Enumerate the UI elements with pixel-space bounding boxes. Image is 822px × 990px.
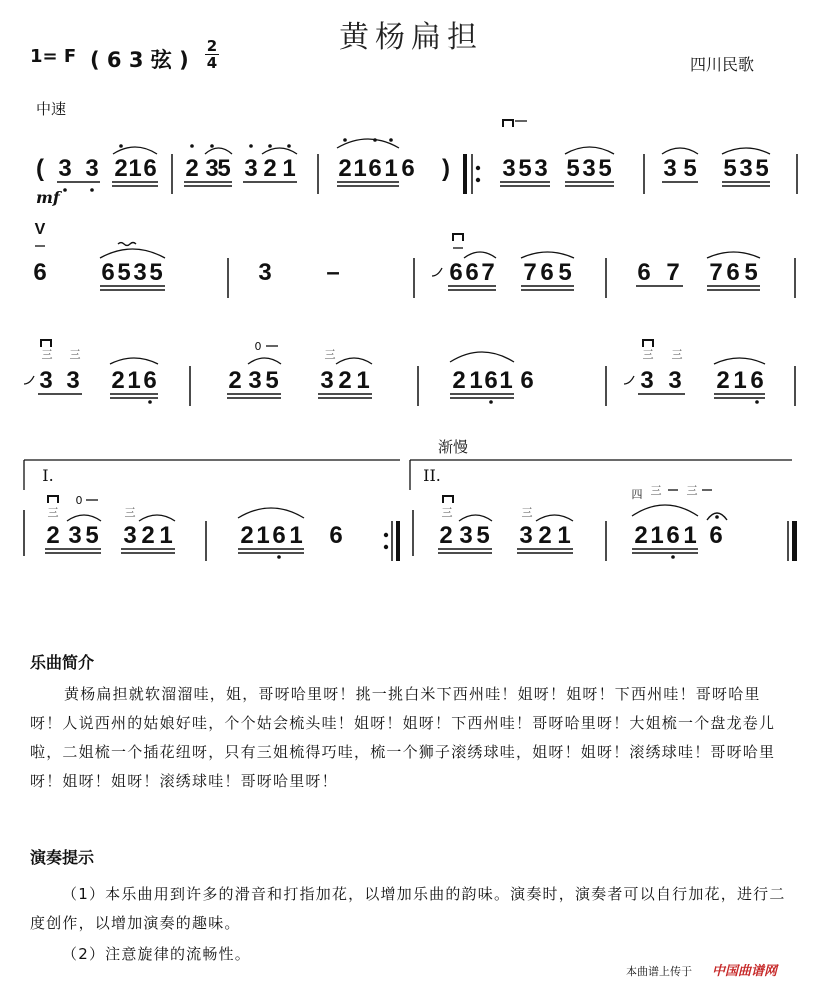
note: 1 [159,522,173,549]
note: 3 [663,155,677,182]
note: 6 [666,522,680,549]
song-source: 四川民歌 [690,55,755,74]
note: 3 [519,522,533,549]
note: 1 [499,367,513,394]
intro-heading: 乐曲简介 [30,653,95,672]
note: 3 [248,367,262,394]
finger-mark: 四 [631,488,643,501]
finger-mark: 三 [650,484,662,497]
note: 3 [133,259,147,286]
slur [536,515,573,521]
note: 5 [566,155,580,182]
slur [248,358,281,364]
note: 3 [668,367,682,394]
note: 3 [582,155,596,182]
note: 5 [723,155,737,182]
note: 6 [465,259,479,286]
note: 6 [401,155,415,182]
slide-mark [624,376,634,384]
note: 2 [263,155,277,182]
note: 6 [143,367,157,394]
slur [100,249,165,258]
note: 2 [114,155,128,182]
finger-mark: 三 [441,506,453,519]
finger-mark: 三 [686,484,698,497]
note: 3 [39,367,53,394]
note: 6 [540,259,554,286]
octave-dot-low [489,400,493,404]
note: 2 [240,522,254,549]
slur [262,148,297,154]
note: 5 [558,259,572,286]
note: 5 [149,259,163,286]
note: 5 [598,155,612,182]
note: 2 [185,155,199,182]
note: 5 [117,259,131,286]
note: 2 [228,367,242,394]
note: 5 [85,522,99,549]
note: 3 [320,367,334,394]
note: 1 [289,522,303,549]
note: 1 [127,367,141,394]
dynamic-marking: mf [36,188,60,207]
note: 2 [338,155,352,182]
note: 3 [85,155,99,182]
repeat-dot [476,166,480,170]
octave-dot-low [671,555,675,559]
up-bow-mark: V [34,221,46,238]
note: 6 [143,155,157,182]
octave-dot-high [249,144,253,148]
note: 6 [726,259,740,286]
note: 5 [217,155,231,182]
finger-mark: 三 [521,506,533,519]
note: 1 [128,155,142,182]
note: 5 [683,155,697,182]
slur [113,147,157,154]
slur [205,148,232,154]
finger-mark: 三 [671,348,683,361]
finger-mark: 三 [41,348,53,361]
down-bow-mark [643,340,653,347]
slur [110,358,158,364]
volta-2-label: II. [423,466,441,485]
rall-marking: 渐慢 [438,438,469,456]
dash: – [326,259,340,286]
open-string-mark: 0 [254,340,262,353]
note: 2 [452,367,466,394]
intro-text: 黄杨扁担就软溜溜哇，姐，哥呀哈里呀！挑一挑白米下西州哇！姐呀！姐呀！下西州哇！哥呀哈里呀！人说西州的姑娘好哇，个个姑会梳头哇！姐呀！姐呀！下西州哇！哥呀哈里呀！大姐梳一个盘龙卷儿啦，二姐梳一个插花纽呀，只有三姐梳得巧哇，梳一个狮子滚绣球哇，姐呀！姐呀！滚绣球哇！哥呀哈里呀！姐呀！姐呀！滚绣球哇！哥呀哈里呀！ [30,685,776,790]
slur [632,505,698,516]
open-string-mark: 0 [75,494,83,507]
note: 2 [439,522,453,549]
note: 6 [368,155,382,182]
slur [67,515,101,521]
note: 6 [709,522,723,549]
slide-mark [24,376,34,384]
octave-dot-high [287,144,291,148]
note: 3 [66,367,80,394]
slur [139,515,175,521]
note: 5 [265,367,279,394]
tip-2: （2）注意旋律的流畅性。 [62,945,251,963]
octave-dot-low [90,188,94,192]
trill-mark [118,243,136,246]
note: 1 [282,155,296,182]
note: 1 [356,367,370,394]
tempo-marking: 中速 [36,100,67,118]
finger-mark: 三 [124,506,136,519]
meter-bottom: 4 [206,54,218,72]
octave-dot-low [277,555,281,559]
note: 6 [750,367,764,394]
octave-dot-low [755,400,759,404]
slur [336,358,372,364]
note: 6 [484,367,498,394]
note: 2 [634,522,648,549]
down-bow-mark [41,340,51,347]
note: 1 [683,522,697,549]
note: 6 [637,259,651,286]
repeat-dot [476,178,480,182]
note: 3 [502,155,516,182]
note: 7 [523,259,537,286]
octave-dot-high [210,144,214,148]
slur [450,352,514,362]
page-title: 黄杨扁担 [339,20,483,55]
slide-mark [432,268,442,276]
note: 3 [68,522,82,549]
note: 3 [739,155,753,182]
down-bow-mark [48,496,58,503]
finger-mark: 三 [642,348,654,361]
octave-dot-high [373,138,377,142]
note: 2 [141,522,155,549]
finger-mark: 三 [69,348,81,361]
note: 3 [244,155,258,182]
down-bow-mark [453,234,463,241]
tip-1: （1）本乐曲用到许多的滑音和打指加花，以增加乐曲的韵味。演奏时，演奏者可以自行加花，进行二度创作，以增加演奏的趣味。 [30,885,786,932]
note: 6 [101,259,115,286]
finger-mark: 三 [47,506,59,519]
note: 5 [518,155,532,182]
note: 7 [666,259,680,286]
meter-top: 2 [206,37,218,55]
bracket-open: ( [36,155,44,182]
note: 1 [256,522,270,549]
note: 6 [449,259,463,286]
finger-mark: 三 [324,348,336,361]
repeat-dot [384,533,388,537]
note: 5 [744,259,758,286]
note: 1 [384,155,398,182]
note: 7 [709,259,723,286]
note: 3 [123,522,137,549]
slur [662,148,698,154]
slur [459,515,492,521]
octave-dot-high [268,144,272,148]
octave-dot-low [63,188,67,192]
note: 2 [111,367,125,394]
note: 6 [520,367,534,394]
slur [464,252,496,258]
note: 6 [329,522,343,549]
note: 5 [755,155,769,182]
note: 3 [459,522,473,549]
tips-heading: 演奏提示 [30,848,95,867]
repeat-barline-thick [463,154,467,194]
note: 1 [353,155,367,182]
octave-dot-high [343,138,347,142]
note: 1 [557,522,571,549]
down-bow-mark [503,120,513,127]
note: 3 [640,367,654,394]
note: 6 [272,522,286,549]
note: 2 [46,522,60,549]
note: 1 [650,522,664,549]
octave-dot-low [148,400,152,404]
slur [565,147,614,154]
site-logo: 中国曲谱网 [712,964,778,979]
final-barline-thick [792,521,797,561]
key-signature: 1= F [30,46,77,67]
note: 3 [58,155,72,182]
upload-note: 本曲谱上传于 [626,965,692,978]
note: 2 [338,367,352,394]
volta-1-label: I. [42,466,54,485]
octave-dot-high [389,138,393,142]
note: 3 [534,155,548,182]
fermata-dot [715,515,719,519]
repeat-dot [384,545,388,549]
note: 2 [716,367,730,394]
note: 5 [476,522,490,549]
tuning: ( 6 3 弦 ) [90,48,189,72]
note: 1 [733,367,747,394]
note: 7 [481,259,495,286]
note: 1 [469,367,483,394]
octave-dot-high [190,144,194,148]
slur [707,252,760,258]
slur [238,508,304,518]
slur [722,148,770,154]
note: 3 [205,155,219,182]
repeat-barline-thick [396,521,400,561]
note: ) [442,155,450,182]
note: 3 [258,259,272,286]
note: 6 [33,259,47,286]
note: 2 [538,522,552,549]
octave-dot-high [119,144,123,148]
slur [714,358,765,364]
down-bow-mark [443,496,453,503]
slur [521,252,574,258]
